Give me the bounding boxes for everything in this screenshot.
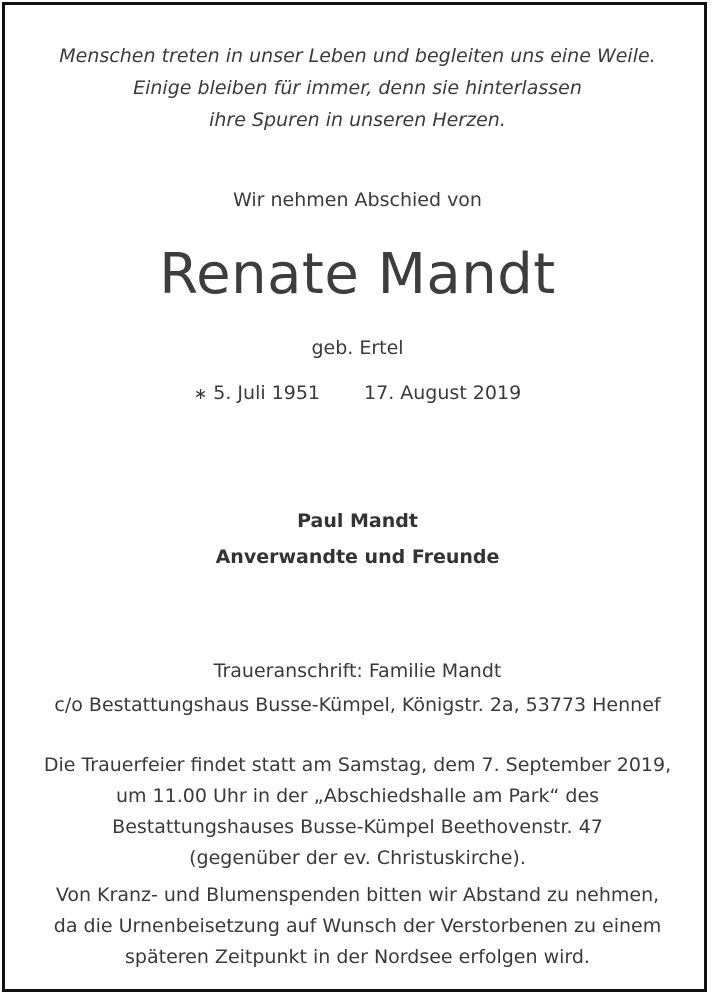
- flowers-line: späteren Zeitpunkt in der Nordsee erfolgen wird.: [125, 946, 590, 968]
- motto-line: Menschen treten in unser Leben und begleiten uns eine Weile.: [59, 45, 656, 67]
- ceremony-line: (gegenüber der ev. Christuskirche).: [189, 847, 526, 869]
- mourning-address: [0, 654, 715, 722]
- birth-star-icon: ∗: [193, 384, 208, 403]
- life-dates: [0, 379, 715, 408]
- ceremony-line: Die Trauerfeier findet statt am Samstag, dem 7. September 2019,: [43, 754, 672, 776]
- ceremony-line: um 11.00 Uhr in der „Abschiedshalle am Park“ des: [115, 785, 600, 807]
- death-date: 17. August 2019: [364, 382, 522, 404]
- mourner-name: Paul Mandt: [297, 510, 418, 532]
- motto-line: Einige bleiben für immer, denn sie hinterlassen: [133, 77, 582, 99]
- ceremony-info: [0, 750, 715, 874]
- birth-date: 5. Juli 1951: [213, 382, 321, 404]
- ceremony-line: Bestattungshauses Busse-Kümpel Beethovenstr. 47: [112, 816, 603, 838]
- flowers-line: da die Urnenbeisetzung auf Wunsch der Verstorbenen zu einem: [53, 915, 662, 937]
- motto-line: ihre Spuren in unseren Herzen.: [209, 109, 506, 131]
- flowers-request: [0, 880, 715, 973]
- mourners-block: [0, 503, 715, 575]
- address-line: c/o Bestattungshaus Busse-Kümpel, Königstr. 2a, 53773 Hennef: [54, 694, 661, 716]
- farewell-intro: Wir nehmen Abschied von: [233, 189, 482, 211]
- maiden-name: geb. Ertel: [311, 337, 404, 359]
- address-line: Traueranschrift: Familie Mandt: [213, 660, 502, 682]
- motto-verse: [0, 40, 715, 136]
- mourner-name: Anverwandte und Freunde: [215, 546, 500, 568]
- deceased-name: Renate Mandt: [159, 242, 556, 307]
- flowers-line: Von Kranz- und Blumenspenden bitten wir Abstand zu nehmen,: [55, 884, 660, 906]
